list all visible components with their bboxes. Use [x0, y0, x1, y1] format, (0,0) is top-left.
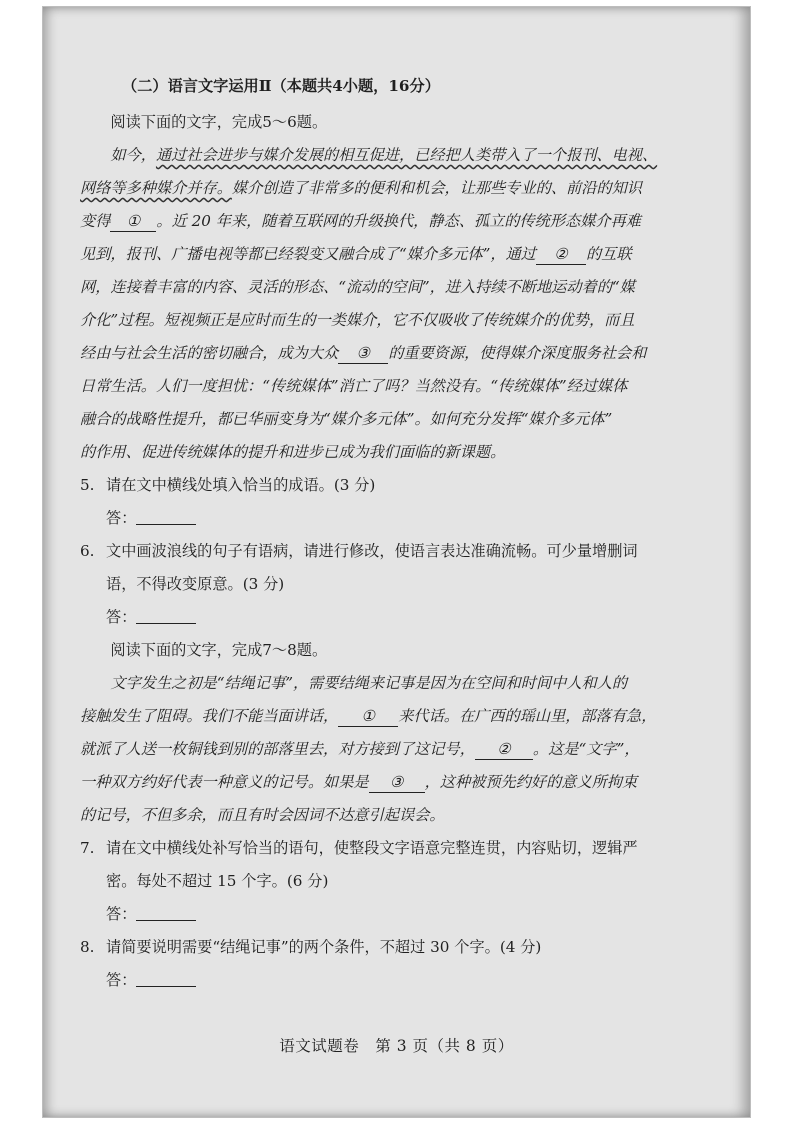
passage2-l4-pre: 一种双方约好代表一种意义的记号。如果是	[80, 773, 369, 791]
passage1-s6-post: 的重要资源，使得媒介深度服务社会和	[388, 344, 647, 362]
question-8-answer-label: 答：	[106, 971, 137, 989]
passage1-s6-pre: 经由与社会生活的密切融合，成为大众	[80, 344, 339, 362]
question-7-answer-line[interactable]	[136, 902, 196, 921]
question-6	[80, 535, 720, 634]
question-8	[80, 931, 720, 997]
blank-2: ②	[536, 244, 586, 265]
question-7-answer-label: 答：	[106, 905, 137, 923]
passage1-s8: 融合的战略性提升，都已华丽变身为“媒介多元体”。如何充分发挥“媒介多元体”	[80, 410, 613, 428]
exam-sheet	[42, 6, 751, 1118]
question-8-number: 8.	[80, 938, 95, 956]
blank-1: ①	[110, 211, 156, 232]
passage2-l4-post: ，这种被预先约好的意义所拘束	[424, 773, 638, 791]
question-5-answer-label: 答：	[106, 509, 137, 527]
passage2-l1: 文字发生之初是“结绳记事”，需要结绳来记事是因为在空间和时间中人和人的	[110, 674, 628, 692]
passage1-intro: 阅读下面的文字，完成5～6题。	[110, 113, 328, 131]
question-7-text-cont: 密。每处不超过 15 个字。(6 分)	[106, 872, 329, 890]
passage1-s2-pre: 变得	[80, 212, 111, 230]
passage2-l5: 的记号，不但多余，而且有时会因词不达意引起误会。	[80, 806, 445, 824]
question-7	[80, 832, 720, 931]
blank-3: ③	[338, 343, 388, 364]
page-footer: 语文试题卷 第 3 页（共 8 页）	[279, 1037, 514, 1055]
question-7-text: 请在文中横线处补写恰当的语句，使整段文字语意完整连贯，内容贴切，逻辑严	[106, 839, 638, 857]
passage2-l3-post: 。这是“文字”，	[532, 740, 640, 758]
passage1-s3-pre: 见到，报刊、广播电视等都已经裂变又融合成了“媒介多元体”，通过	[80, 245, 536, 263]
question-5	[80, 469, 720, 535]
question-8-answer-line[interactable]	[136, 968, 196, 987]
question-5-text: 请在文中横线处填入恰当的成语。(3 分)	[106, 476, 376, 494]
passage1-s9: 的作用、促进传统媒体的提升和进步已成为我们面临的新课题。	[80, 443, 506, 461]
passage1-s5: 介化”过程。短视频正是应时而生的一类媒介，它不仅吸收了传统媒介的优势，而且	[80, 311, 635, 329]
p2-blank-2: ②	[475, 739, 533, 760]
question-5-number: 5.	[80, 476, 95, 494]
question-6-answer-label: 答：	[106, 608, 137, 626]
passage1-s3-post: 的互联	[585, 245, 632, 263]
p2-blank-1: ①	[338, 706, 398, 727]
exam-content	[80, 70, 720, 997]
question-7-number: 7.	[80, 839, 95, 857]
passage1	[80, 139, 720, 469]
passage2-l3-pre: 就派了人送一枚铜钱到别的部落里去，对方接到了这记号，	[80, 740, 475, 758]
question-6-text-cont: 语，不得改变原意。(3 分)	[106, 575, 285, 593]
question-6-text: 文中画波浪线的句子有语病，请进行修改，使语言表达准确流畅。可少量增删词	[106, 542, 638, 560]
passage1-s4: 网，连接着丰富的内容、灵活的形态、“流动的空间”，进入持续不断地运动着的“媒	[80, 278, 635, 296]
section-title: （二）语言文字运用Ⅱ（本题共4小题，16分）	[122, 77, 440, 95]
question-6-number: 6.	[80, 542, 95, 560]
passage1-s7: 日常生活。人们一度担忧：“传统媒体”消亡了吗？当然没有。“传统媒体”经过媒体	[80, 377, 628, 395]
passage2-l2-post: 来代话。在广西的瑶山里，部落有急，	[398, 707, 657, 725]
passage1-s2-post: 。近 20 年来，随着互联网的升级换代，静态、孤立的传统形态媒介再难	[156, 212, 641, 230]
passage2-intro: 阅读下面的文字，完成7～8题。	[110, 641, 328, 659]
question-5-answer-line[interactable]	[136, 506, 196, 525]
passage2-l2-pre: 接触发生了阻碍。我们不能当面讲话，	[80, 707, 339, 725]
question-8-text: 请简要说明需要“结绳记事”的两个条件，不超过 30 个字。(4 分)	[106, 938, 542, 956]
wavy-sentence-b: 网络等多种媒介并存。	[80, 179, 232, 197]
wavy-sentence-a: 通过社会进步与媒介发展的相互促进，已经把人类带入了一个报刊、电视、	[155, 146, 658, 164]
passage2	[80, 667, 720, 832]
p2-blank-3: ③	[369, 772, 425, 793]
question-6-answer-line[interactable]	[136, 605, 196, 624]
passage1-s1-pre: 如今，	[110, 146, 156, 164]
passage1-s1-post: 媒介创造了非常多的便利和机会，让那些专业的、前沿的知识	[231, 179, 642, 197]
